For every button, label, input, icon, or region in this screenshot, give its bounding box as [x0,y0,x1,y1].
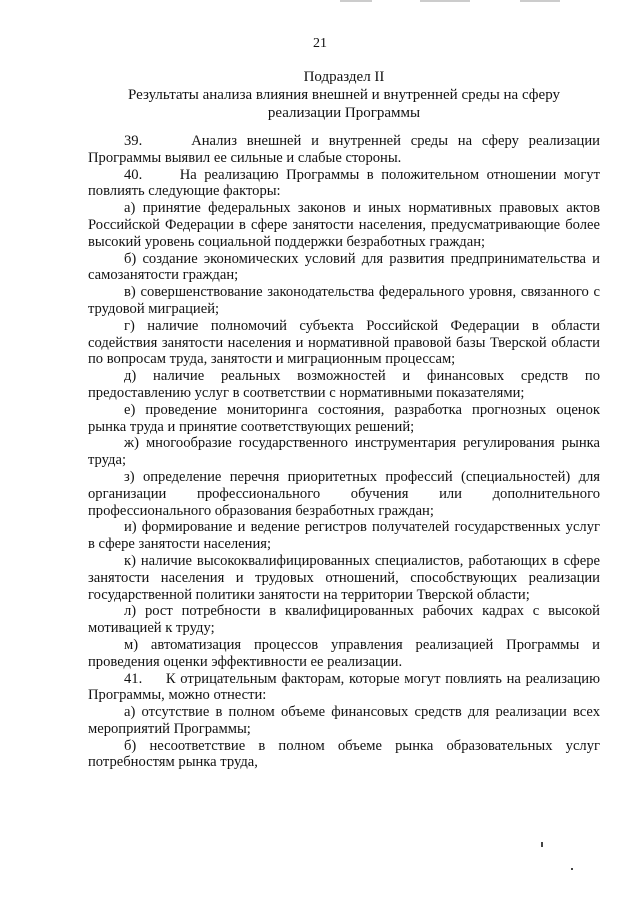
list-item-l: л) рост потребности в квалифицированных рабочих кадрах с высокой мотивацией к труду; [88,603,600,637]
scan-speck [541,842,543,847]
list-item-b: б) создание экономических условий для развития предпринимательства и самозанятости граждан; [88,250,600,284]
list-item-k: к) наличие высококвалифицированных специалистов, работающих в сфере занятости населения и трудовых отношений, способствующих реализации государственной политики занятости на территории Тверской области; [88,552,600,603]
scan-edge-marks [0,0,640,8]
list-item-z: з) определение перечня приоритетных профессий (специальностей) для организации профессионального обучения или дополнительного профессионального образования безработных граждан; [88,468,600,519]
negative-item-a: а) отсутствие в полном объеме финансовых средств для реализации всех мероприятий Программы; [88,704,600,737]
heading-line: Результаты анализа влияния внешней и внутренней среды на сферу [128,87,560,103]
list-item-i: и) формирование и ведение регистров получателей государственных услуг в сфере занятости населения; [88,519,600,553]
negative-item-b: б) несоответствие в полном объеме рынка образовательных услуг потребностям рынка труда, [88,737,600,771]
list-item-a: а) принятие федеральных законов и иных нормативных правовых актов Российской Федерации в сфере занятости населения, предусматривающие более высокий уровень социальной поддержки безработных граждан; [88,200,600,250]
list-item-e: е) проведение мониторинга состояния, разработка прогнозных оценок рынка труда и принятие соответствующих решений; [88,401,600,435]
section-heading [88,68,600,122]
paragraph-39: 39. Анализ внешней и внутренней среды на сферу реализации Программы выявил ее сильные и слабые стороны. [88,133,600,166]
paragraph-41: 41. К отрицательным факторам, которые могут повлиять на реализацию Программы, можно отнести: [88,670,600,704]
list-item-g: г) наличие полномочий субъекта Российской Федерации в области содействия занятости населения и нормативной правовой базы Тверской области по вопросам труда, занятости и миграционным процессам; [88,317,600,368]
scan-speck [571,868,573,870]
body-text [88,133,600,771]
list-item-zh: ж) многообразие государственного инструментария регулирования рынка труда; [88,435,600,469]
heading-line: реализации Программы [267,105,421,121]
list-item-d: д) наличие реальных возможностей и финансовых средств по предоставлению услуг в соответствии с нормативными показателями; [88,368,600,401]
list-item-v: в) совершенствование законодательства федерального уровня, связанного с трудовой миграцией; [88,284,600,317]
paragraph-40: 40. На реализацию Программы в положительном отношении могут повлиять следующие факторы: [88,166,600,200]
list-item-m: м) автоматизация процессов управления реализацией Программы и проведения оценки эффективности ее реализации. [88,636,600,670]
heading-line: Подраздел II [303,69,385,85]
page-number: 21 [313,36,327,51]
